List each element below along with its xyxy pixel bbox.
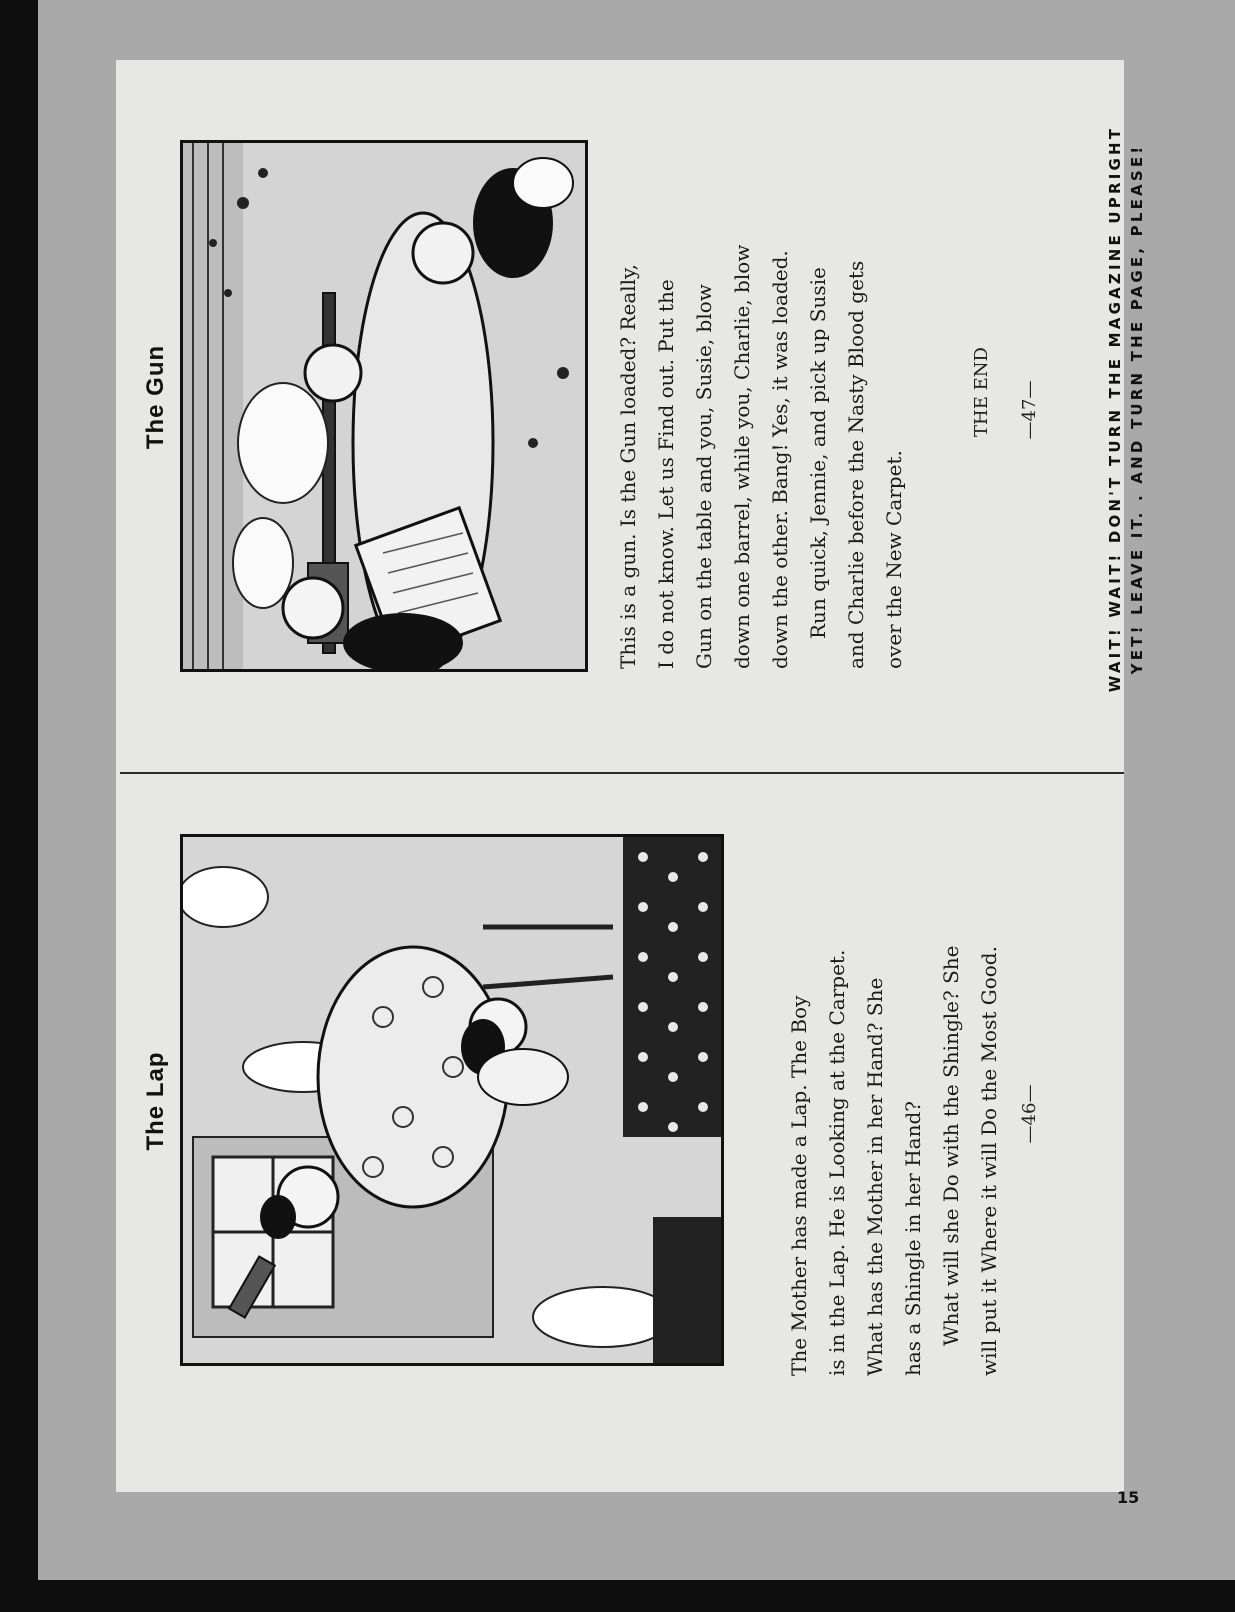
text-line: will put it Where it will Do the Most Good. (977, 946, 1001, 1376)
text-line: over the New Carpet. (882, 450, 906, 669)
right-page-folio: —47— (1019, 380, 1040, 440)
gun-illustration (180, 140, 588, 672)
text-line: I do not know. Let us Find out. Put the (654, 279, 678, 669)
text-line: What will she Do with the Shingle? She (939, 945, 963, 1346)
text-line: Gun on the table and you, Susie, blow (692, 284, 716, 669)
the-end-label: THE END (971, 347, 992, 437)
text-line: down one barrel, while you, Charlie, blow (730, 244, 754, 669)
right-page-title: The Gun (142, 344, 169, 450)
page-fold-line (120, 772, 1124, 774)
text-line: down the other. Bang! Yes, it was loaded. (768, 250, 792, 669)
left-page-text (780, 832, 1008, 1376)
left-page-folio: —46— (1019, 1084, 1040, 1144)
left-page-title: The Lap (142, 1051, 169, 1151)
text-line: What has the Mother in her Hand? She (863, 977, 887, 1376)
lap-illustration (180, 834, 724, 1366)
text-line: has a Shingle in her Hand? (901, 1101, 925, 1376)
margin-notice (1104, 19, 1148, 799)
notice-line-2: YET! LEAVE IT. . AND TURN THE PAGE, PLEASE! (1128, 143, 1146, 675)
text-line: The Mother has made a Lap. The Boy (787, 995, 811, 1376)
notice-line-1: WAIT! WAIT! DON'T TURN THE MAGAZINE UPRIGHT (1106, 125, 1124, 693)
magazine-page-number: 15 (1117, 1488, 1140, 1507)
text-line: and Charlie before the Nasty Blood gets (844, 260, 868, 669)
text-line: is in the Lap. He is Looking at the Carpet. (825, 949, 849, 1376)
text-line: This is a gun. Is the Gun loaded? Really, (616, 263, 640, 669)
right-page-text (609, 145, 913, 669)
text-line: Run quick, Jennie, and pick up Susie (806, 267, 830, 639)
